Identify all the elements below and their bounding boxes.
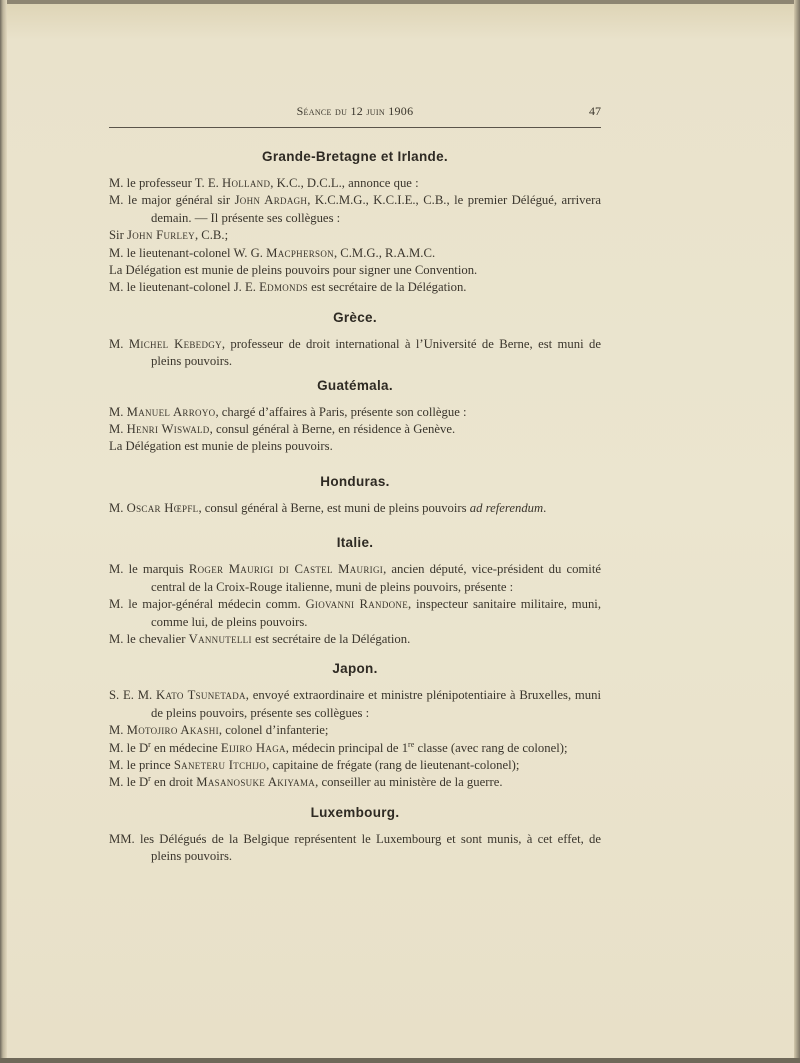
section-heading: Honduras. xyxy=(320,473,390,489)
section-heading: Japon. xyxy=(332,661,378,677)
text-run: , médecin principal de 1 xyxy=(285,740,409,755)
text-run: , inspecteur sanitaire militaire, muni, comme lui, de pleins pouvoirs. xyxy=(151,597,601,629)
person-name: Kato Tsunetada xyxy=(156,688,246,703)
section-heading: Grande-Bretagne et Irlande. xyxy=(262,149,448,164)
person-name: Macpherson xyxy=(266,245,334,260)
section-heading: Luxembourg. xyxy=(310,804,400,820)
text-run: , chargé d’affaires à Paris, présente son collègue : xyxy=(215,404,467,419)
text-run: M. le major général sir xyxy=(109,193,235,208)
text-run: M. xyxy=(109,422,127,437)
text-run: M. xyxy=(109,336,129,351)
paragraph xyxy=(109,757,601,774)
text-run: M. xyxy=(109,500,127,515)
person-name: Henri Wiswald xyxy=(126,422,210,437)
section-heading: Italie. xyxy=(336,535,374,551)
paragraph xyxy=(109,722,601,739)
person-name: Motojiro Akashi xyxy=(126,723,219,738)
section xyxy=(109,792,601,866)
section xyxy=(109,517,601,648)
text-run: M. xyxy=(109,723,127,738)
paragraph xyxy=(109,596,601,631)
page-top-edge xyxy=(0,0,800,4)
person-name: Oscar Hœpfl xyxy=(126,500,199,515)
page-bottom-edge xyxy=(0,1058,800,1063)
text-run: , K.C.M.G., K.C.I.E., C.B., le premier Délégué, arrivera demain. — Il présente ses collègues : xyxy=(151,193,601,225)
paragraph xyxy=(109,438,601,455)
text-run: M. le major-général médecin comm. xyxy=(109,597,306,612)
text-run: re xyxy=(408,739,415,749)
section xyxy=(109,297,601,371)
text-run: classe (avec rang de colonel); xyxy=(414,740,568,755)
text-run: en droit xyxy=(150,775,197,790)
text-run: La Délégation est munie de pleins pouvoirs. xyxy=(109,439,333,454)
text-run: , professeur de droit international à l’Université de Berne, est muni de pleins pouvoirs. xyxy=(151,336,602,369)
text-run: en médecine xyxy=(150,740,221,755)
text-run: , conseiller au ministère de la guerre. xyxy=(315,775,503,790)
person-name: Edmonds xyxy=(259,280,308,295)
italic-text: ad referendum xyxy=(469,500,544,515)
running-header xyxy=(109,104,601,122)
paragraph xyxy=(109,404,601,421)
section xyxy=(109,456,601,517)
section-heading: Grèce. xyxy=(333,309,377,325)
person-name: Eijiro Haga xyxy=(220,740,286,755)
text-run: r xyxy=(148,774,151,784)
text-run: , envoyé extraordinaire et ministre plénipotentiaire à Bruxelles, muni de pleins pouvoirs, présente ses collègues : xyxy=(151,688,601,720)
paragraph xyxy=(109,192,601,227)
text-run: M. le prince xyxy=(109,757,174,772)
text-run: , K.C., D.C.L., annonce que : xyxy=(270,176,419,190)
person-name: Giovanni Randone xyxy=(305,597,409,612)
person-name: Manuel Arroyo xyxy=(126,404,216,419)
paragraph xyxy=(109,227,601,244)
paragraph xyxy=(109,245,601,262)
section xyxy=(109,371,601,456)
paragraph xyxy=(109,175,601,192)
text-run: , C.M.G., R.A.M.C. xyxy=(333,245,436,260)
paragraph xyxy=(109,561,601,596)
text-run: , C.B.; xyxy=(194,228,229,243)
person-name: Vannutelli xyxy=(188,631,252,646)
paragraph xyxy=(109,831,601,866)
text-run: MM. les Délégués de la Belgique représentent le Luxembourg et sont munis, à cet effet, de pleins pouvoirs. xyxy=(109,831,601,864)
paragraph xyxy=(109,631,601,648)
text-run: , consul général à Berne, est muni de pleins pouvoirs xyxy=(198,500,470,515)
text-run: M. le marquis xyxy=(109,562,189,577)
page-content xyxy=(109,104,601,866)
paragraph xyxy=(109,421,601,438)
person-name: Roger Maurigi di Castel Maurigi xyxy=(188,562,384,577)
section xyxy=(109,648,601,791)
paragraph xyxy=(109,740,601,757)
text-run: M. le chevalier xyxy=(109,631,189,646)
text-run: , consul général à Berne, en résidence à Genève. xyxy=(209,422,456,437)
paragraph xyxy=(109,500,601,517)
text-run: , ancien député, vice-président du comité central de la Croix-Rouge italienne, muni de pleins pouvoirs, présente : xyxy=(151,562,601,594)
text-run: est secrétaire de la Délégation. xyxy=(251,631,411,646)
text-run: La Délégation est munie de pleins pouvoirs pour signer une Convention. xyxy=(109,263,478,278)
person-name: Masanosuke Akiyama xyxy=(196,775,316,790)
page-left-edge xyxy=(0,0,7,1063)
person-name: Saneteru Itchijo xyxy=(173,757,267,772)
person-name: John Furley xyxy=(126,228,195,243)
page-number: 47 xyxy=(589,104,601,118)
running-title: Séance du 12 juin 1906 xyxy=(296,104,414,118)
paragraph xyxy=(109,336,601,371)
text-run: M. le lieutenant-colonel W. G. xyxy=(109,245,267,260)
paragraph xyxy=(109,279,601,296)
text-run: , capitaine de frégate (rang de lieutenant-colonel); xyxy=(266,757,520,772)
document-body xyxy=(109,128,601,866)
person-name: Michel Kebedgy xyxy=(128,336,222,351)
text-run: . xyxy=(543,500,547,515)
text-run: Sir xyxy=(109,228,127,243)
paragraph xyxy=(109,262,601,279)
text-run: S. E. M. xyxy=(109,688,156,703)
text-run: M. le D xyxy=(109,740,149,755)
page-right-edge xyxy=(794,0,800,1063)
text-run: M. le lieutenant-colonel J. E. xyxy=(109,280,260,295)
section xyxy=(109,128,601,297)
section-heading: Guatémala. xyxy=(317,377,393,393)
text-run: est secrétaire de la Délégation. xyxy=(307,280,467,295)
person-name: John Ardagh xyxy=(234,193,308,208)
text-run: M. le D xyxy=(109,775,149,790)
text-run: r xyxy=(148,739,151,749)
paragraph xyxy=(109,774,601,791)
paragraph xyxy=(109,687,601,722)
person-name: Holland xyxy=(222,176,271,190)
text-run: , colonel d’infanterie; xyxy=(218,723,329,738)
text-run: M. le professeur T. E. xyxy=(109,176,222,190)
text-run: M. xyxy=(109,404,127,419)
